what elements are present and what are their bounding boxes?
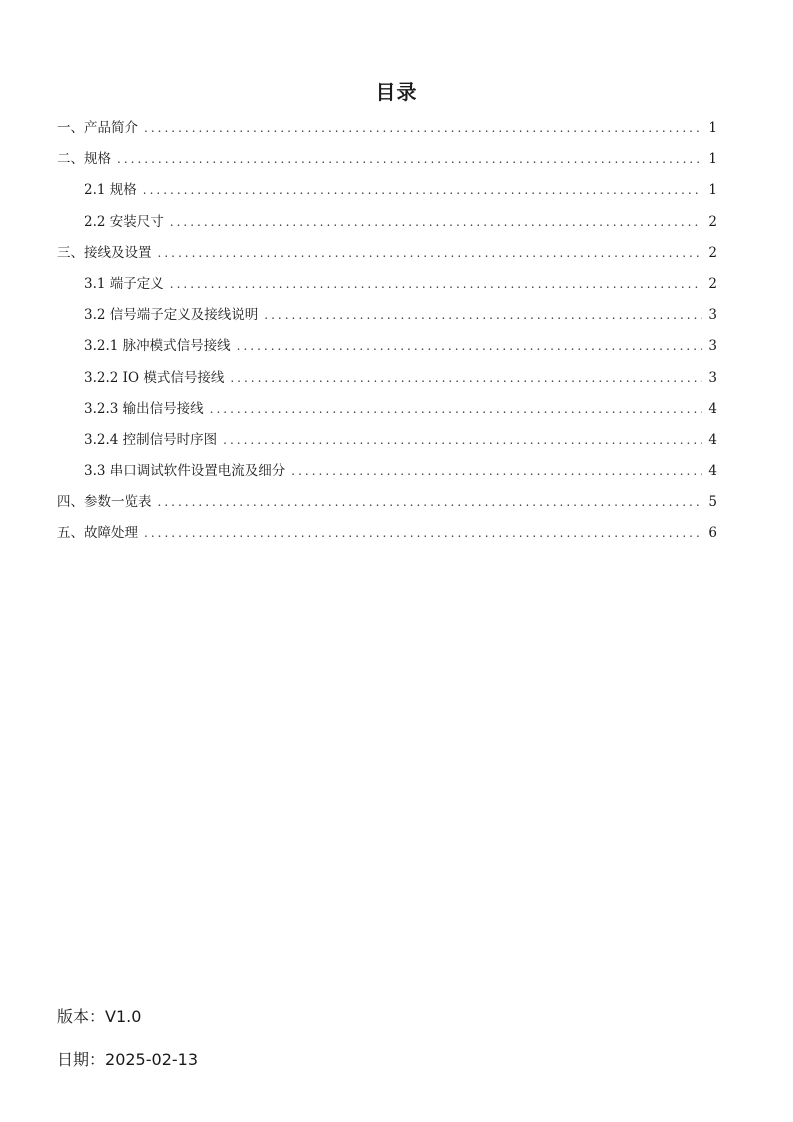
date-line [57,1047,198,1070]
toc-entry[interactable] [57,491,717,522]
toc-dot-leader [223,429,702,451]
toc-entry[interactable] [57,304,717,335]
toc-entry-label: 2.1 规格 [84,182,137,199]
date-label: 日期： [57,1050,106,1069]
toc-dot-leader [210,398,703,420]
toc-dot-leader [158,242,703,264]
toc-dot-leader [170,273,703,295]
toc-entry[interactable] [57,367,717,398]
toc-entry[interactable] [57,117,717,148]
toc-entry-label: 3.2.3 输出信号接线 [84,400,204,417]
toc-entry-page: 5 [708,494,717,511]
toc-entry[interactable] [57,273,717,304]
date-value: 2025-02-13 [105,1050,198,1069]
version-line [57,1004,141,1027]
toc-entry-page: 1 [708,182,717,199]
toc-entry-page: 3 [708,338,717,355]
toc-entry[interactable] [57,522,717,553]
toc-entry-page: 6 [708,525,717,542]
toc-dot-leader [237,335,703,357]
toc-dot-leader [264,304,702,326]
toc-entry-page: 4 [708,463,717,480]
toc-entry[interactable] [57,460,717,491]
toc-entry-label: 3.2.2 IO 模式信号接线 [84,369,225,386]
toc-entry-page: 2 [708,275,717,292]
toc-dot-leader [170,211,703,233]
toc-dot-leader [230,367,702,389]
toc-entry[interactable] [57,242,717,273]
toc-entry-page: 3 [708,369,717,386]
toc-entry-page: 4 [708,431,717,448]
version-label: 版本： [57,1007,106,1026]
toc-entry-label: 2.2 安装尺寸 [84,213,164,230]
toc-dot-leader [144,117,702,139]
toc-entry[interactable] [57,179,717,210]
table-of-contents [57,117,717,554]
toc-entry-label: 3.1 端子定义 [84,275,164,292]
toc-entry[interactable] [57,335,717,366]
toc-entry-label: 五、故障处理 [57,525,138,542]
toc-entry-page: 4 [708,400,717,417]
toc-dot-leader [117,148,702,170]
toc-entry-label: 三、接线及设置 [57,244,152,261]
toc-entry-label: 3.3 串口调试软件设置电流及细分 [84,463,286,480]
toc-entry-label: 二、规格 [57,151,111,168]
version-value: V1.0 [105,1007,142,1026]
toc-entry-label: 3.2.1 脉冲模式信号接线 [84,338,231,355]
toc-entry-label: 3.2.4 控制信号时序图 [84,431,218,448]
toc-entry[interactable] [57,148,717,179]
toc-entry-page: 1 [708,120,717,136]
toc-entry[interactable] [57,398,717,429]
toc-entry-label: 一、产品简介 [57,120,138,136]
toc-entry[interactable] [57,211,717,242]
page-title: 目录 [375,80,418,104]
toc-dot-leader [144,522,702,544]
toc-entry-label: 3.2 信号端子定义及接线说明 [84,307,259,324]
toc-entry-page: 2 [708,213,717,230]
toc-dot-leader [158,491,703,513]
toc-entry-label: 四、参数一览表 [57,494,152,511]
toc-entry-page: 3 [708,307,717,324]
toc-entry-page: 1 [708,151,717,168]
toc-dot-leader [291,460,702,482]
toc-entry-page: 2 [708,244,717,261]
toc-entry[interactable] [57,429,717,460]
toc-dot-leader [143,179,703,201]
